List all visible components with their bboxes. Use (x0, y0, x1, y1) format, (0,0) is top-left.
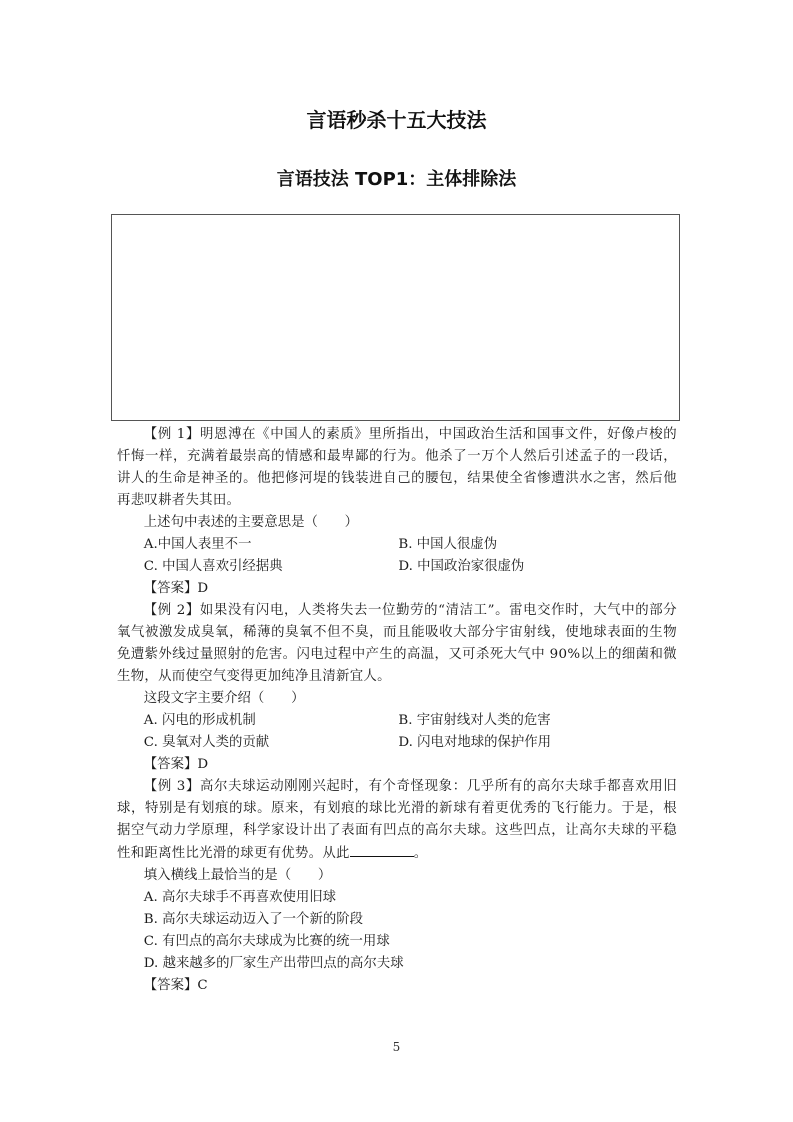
answer-text: 【答案】D (143, 581, 209, 596)
passage-end: 。 (413, 846, 428, 861)
passage-text: 高尔夫球运动刚刚兴起时，有个奇怪现象：几乎所有的高尔夫球手都喜欢用旧球，特别是有划痕的球。原来，有划痕的球比光滑的新球有着更优秀的飞行能力。于是，根据空气动力学原理，科学家设计出了表面有凹点的高尔夫球。这些凹点，让高尔夫球的平稳性和距离性比光滑的球更有优势。从此 (117, 779, 677, 861)
page-number: 5 (392, 1040, 401, 1054)
fill-in-blank (350, 842, 414, 857)
document-body (117, 424, 677, 997)
question-text: 这段文字主要介绍（ ） (143, 691, 305, 706)
example-label: 【例 1】 (143, 427, 200, 442)
answer-text: 【答案】C (143, 978, 208, 993)
answer-text: 【答案】D (143, 757, 209, 772)
option-d: D. 闪电对地球的保护作用 (398, 735, 552, 750)
option-a: A. 高尔夫球手不再喜欢使用旧球 (143, 890, 337, 905)
question-text: 填入横线上最恰当的是（ ） (143, 868, 332, 883)
example-2 (117, 600, 677, 776)
option-b: B. 中国人很虚伪 (398, 537, 498, 552)
option-c: C. 中国人喜欢引经据典 (143, 559, 283, 574)
example-1 (117, 424, 677, 600)
example-passage (117, 424, 677, 512)
option-b: B. 高尔夫球运动迈入了一个新的阶段 (143, 912, 364, 927)
option-b: B. 宇宙射线对人类的危害 (398, 713, 551, 728)
passage-text: 明恩溥在《中国人的素质》里所指出，中国政治生活和国事文件，好像卢梭的忏悔一样，充满着最崇高的情感和最卑鄙的行为。他杀了一万个人然后引述孟子的一段话，讲人的生命是神圣的。他把修河堤的钱装进自己的腰包，结果使全省惨遭洪水之害，然后他再悲叹耕者失其田。 (117, 427, 677, 508)
example-3 (117, 776, 677, 997)
option-c: C. 臭氧对人类的贡献 (143, 735, 270, 750)
example-passage (117, 776, 677, 865)
document-title: 言语秒杀十五大技法 (306, 108, 487, 132)
option-c: C. 有凹点的高尔夫球成为比赛的统一用球 (143, 934, 390, 949)
question-text: 上述句中表述的主要意思是（ ） (143, 515, 359, 530)
options-list (117, 887, 677, 975)
option-d: D. 中国政治家很虚伪 (398, 559, 525, 574)
example-passage (117, 600, 677, 688)
option-d: D. 越来越多的厂家生产出带凹点的高尔夫球 (143, 956, 404, 971)
passage-text: 如果没有闪电，人类将失去一位勤劳的“清洁工”。雷电交作时，大气中的部分氧气被激发成臭氧，稀薄的臭氧不但不臭，而且能吸收大部分宇宙射线，使地球表面的生物免遭紫外线过量照射的危害。闪电过程中产生的高温，又可杀死大气中 90%以上的细菌和微生物，从而使空气变得更加纯净且清新宜人。 (117, 603, 677, 684)
option-a: A.中国人表里不一 (143, 537, 252, 552)
options-list (117, 534, 677, 578)
example-label: 【例 2】 (143, 603, 200, 618)
option-a: A. 闪电的形成机制 (143, 713, 256, 728)
empty-figure-box (111, 214, 680, 421)
options-list (117, 710, 677, 754)
section-heading: 言语技法 TOP1：主体排除法 (276, 169, 517, 190)
example-label: 【例 3】 (143, 779, 200, 794)
